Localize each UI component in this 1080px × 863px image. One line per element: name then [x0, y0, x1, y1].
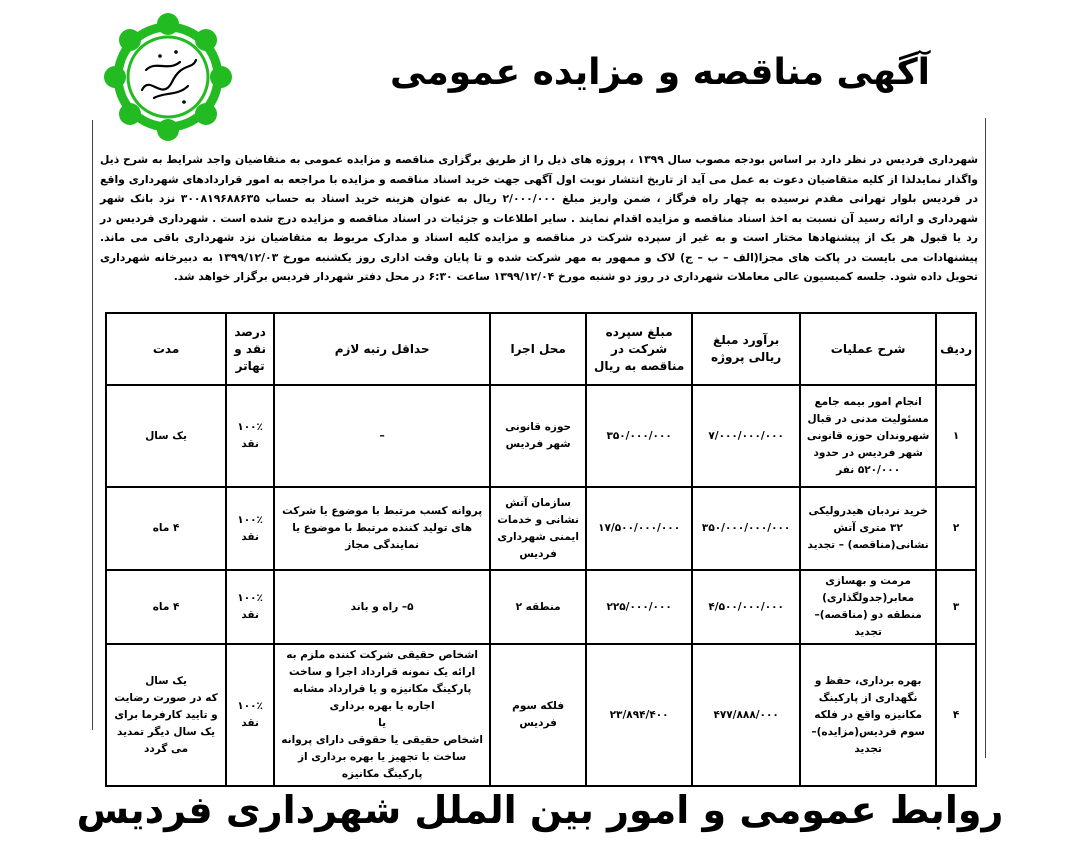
row-location: منطقه ۲ [490, 570, 586, 644]
tender-table [105, 312, 977, 787]
right-border-line [985, 118, 986, 758]
header-deposit: مبلغ سپرده شرکت در مناقصه به ریال [586, 313, 692, 385]
left-border-line [92, 120, 93, 730]
municipality-logo [98, 12, 238, 142]
footer-signature: روابط عمومی و امور بین الملل شهرداری فردیس [76, 788, 1004, 832]
row-location: سازمان آتش نشانی و خدمات ایمنی شهرداری فردیس [490, 487, 586, 570]
row-estimate: ۴/۵۰۰/۰۰۰/۰۰۰ [692, 570, 800, 644]
notice-title: آگهی مناقصه و مزایده عمومی [390, 52, 930, 93]
row-cash-percent: ۱۰۰٪ نقد [226, 385, 274, 487]
row-estimate: ۴۷۷/۸۸۸/۰۰۰ [692, 644, 800, 786]
row-deposit: ۳۵۰/۰۰۰/۰۰۰ [586, 385, 692, 487]
table-row [106, 644, 976, 786]
table-header-row [106, 313, 976, 385]
row-number: ۲ [936, 487, 976, 570]
row-deposit: ۱۷/۵۰۰/۰۰۰/۰۰۰ [586, 487, 692, 570]
header-estimate: برآورد مبلغ ریالی پروژه [692, 313, 800, 385]
municipality-seal-icon [98, 12, 238, 142]
row-location: حوزه قانونی شهر فردیس [490, 385, 586, 487]
header-cash-percent: درصد نقد و تهاتر [226, 313, 274, 385]
header-min-rank: حداقل رتبه لازم [274, 313, 490, 385]
row-location: فلکه سوم فردیس [490, 644, 586, 786]
row-description: خرید نردبان هیدرولیکی ۳۲ متری آتش نشانی(مناقصه) – تجدید [800, 487, 936, 570]
row-deposit: ۲۳/۸۹۴/۴۰۰ [586, 644, 692, 786]
row-deposit: ۲۲۵/۰۰۰/۰۰۰ [586, 570, 692, 644]
row-duration: یک سال [106, 385, 226, 487]
row-min-rank: – [274, 385, 490, 487]
row-min-rank: پروانه کسب مرتبط با موضوع یا شرکت های تولید کننده مرتبط با موضوع یا نمایندگی مجاز [274, 487, 490, 570]
row-duration: یک سال که در صورت رضایت و تایید کارفرما برای یک سال دیگر تمدید می گردد [106, 644, 226, 786]
row-cash-percent: ۱۰۰٪ نقد [226, 570, 274, 644]
table-row [106, 385, 976, 487]
table-row [106, 487, 976, 570]
header-description: شرح عملیات [800, 313, 936, 385]
row-duration: ۴ ماه [106, 570, 226, 644]
row-cash-percent: ۱۰۰٪ نقد [226, 487, 274, 570]
header-row-number: ردیف [936, 313, 976, 385]
header-duration: مدت [106, 313, 226, 385]
row-number: ۳ [936, 570, 976, 644]
row-number: ۱ [936, 385, 976, 487]
row-number: ۴ [936, 644, 976, 786]
row-cash-percent: ۱۰۰٪ نقد [226, 644, 274, 786]
table-row [106, 570, 976, 644]
row-description: مرمت و بهسازی معابر(جدولگذاری) منطقه دو (مناقصه)– تجدید [800, 570, 936, 644]
intro-paragraph: شهرداری فردیس در نظر دارد بر اساس بودجه مصوب سال ۱۳۹۹ ، پروژه های ذیل را از طریق برگزاری مناقصه و مزایده عمومی به متقاضیان واجد شرایط به شرح ذیل واگذار نمایدلذا از کلیه متقاضیان دعوت به عمل می آید از تاریخ انتشار نوبت اول آگهی جهت خرید اسناد مناقصه و مزایده با مراجعه به امور قراردادهای شهرداری واقع در فردیس بلوار تهرانی مقدم نرسیده به چهار راه فرگاز ، ضمن واریز مبلغ ۲/۰۰۰/۰۰۰ ریال به عنوان هزینه خرید اسناد به حساب ۳۰۰۸۱۹۶۸۸۶۳۵ نزد بانک شهر شهرداری و ارائه رسید آن نسبت به اخذ اسناد مناقصه و مزایده اقدام نمایند . سایر اطلاعات و جزئیات در اسناد مناقصه و مزایده درج شده است . شهرداری فردیس در رد یا قبول هر یک از پیشنهادها مختار است و به غیر از سپرده شرکت در مناقصه و مزایده کلیه اسناد و مدارک مربوط به متقاضیان نزد شهرداری باقی می ماند. پیشنهادات می بایست در پاکت های مجزا(الف – ب – ج) لاک و ممهور به مهر شرکت شده و تا پایان وقت اداری روز یکشنبه مورخ ۱۳۹۹/۱۲/۰۳ به دبیرخانه شهرداری تحویل داده شود. جلسه کمیسیون عالی معاملات شهرداری در روز دو شنبه مورخ ۱۳۹۹/۱۲/۰۴ ساعت ۶:۳۰ در محل دفتر شهردار فردیس برگزار خواهد شد. [100, 153, 979, 283]
row-description: انجام امور بیمه جامع مسئولیت مدنی در قبال شهروندان حوزه قانونی شهر فردیس در حدود ۵۲۰/۰۰۰ نفر [800, 385, 936, 487]
row-min-rank: اشخاص حقیقی شرکت کننده ملزم به ارائه یک نمونه قرارداد اجرا و ساخت پارکینگ مکانیزه و یا قرارداد مشابه اجاره یا بهره برداری یا اشخاص حقیقی یا حقوقی دارای پروانه ساخت با تجهیز یا بهره برداری از پارکینگ مکانیزه [274, 644, 490, 786]
row-min-rank: ۵– راه و باند [274, 570, 490, 644]
row-description: بهره برداری، حفظ و نگهداری از پارکینگ مکانیزه واقع در فلکه سوم فردیس(مزایده)–تجدید [800, 644, 936, 786]
row-duration: ۴ ماه [106, 487, 226, 570]
header-location: محل اجرا [490, 313, 586, 385]
row-estimate: ۳۵۰/۰۰۰/۰۰۰/۰۰۰ [692, 487, 800, 570]
row-estimate: ۷/۰۰۰/۰۰۰/۰۰۰ [692, 385, 800, 487]
